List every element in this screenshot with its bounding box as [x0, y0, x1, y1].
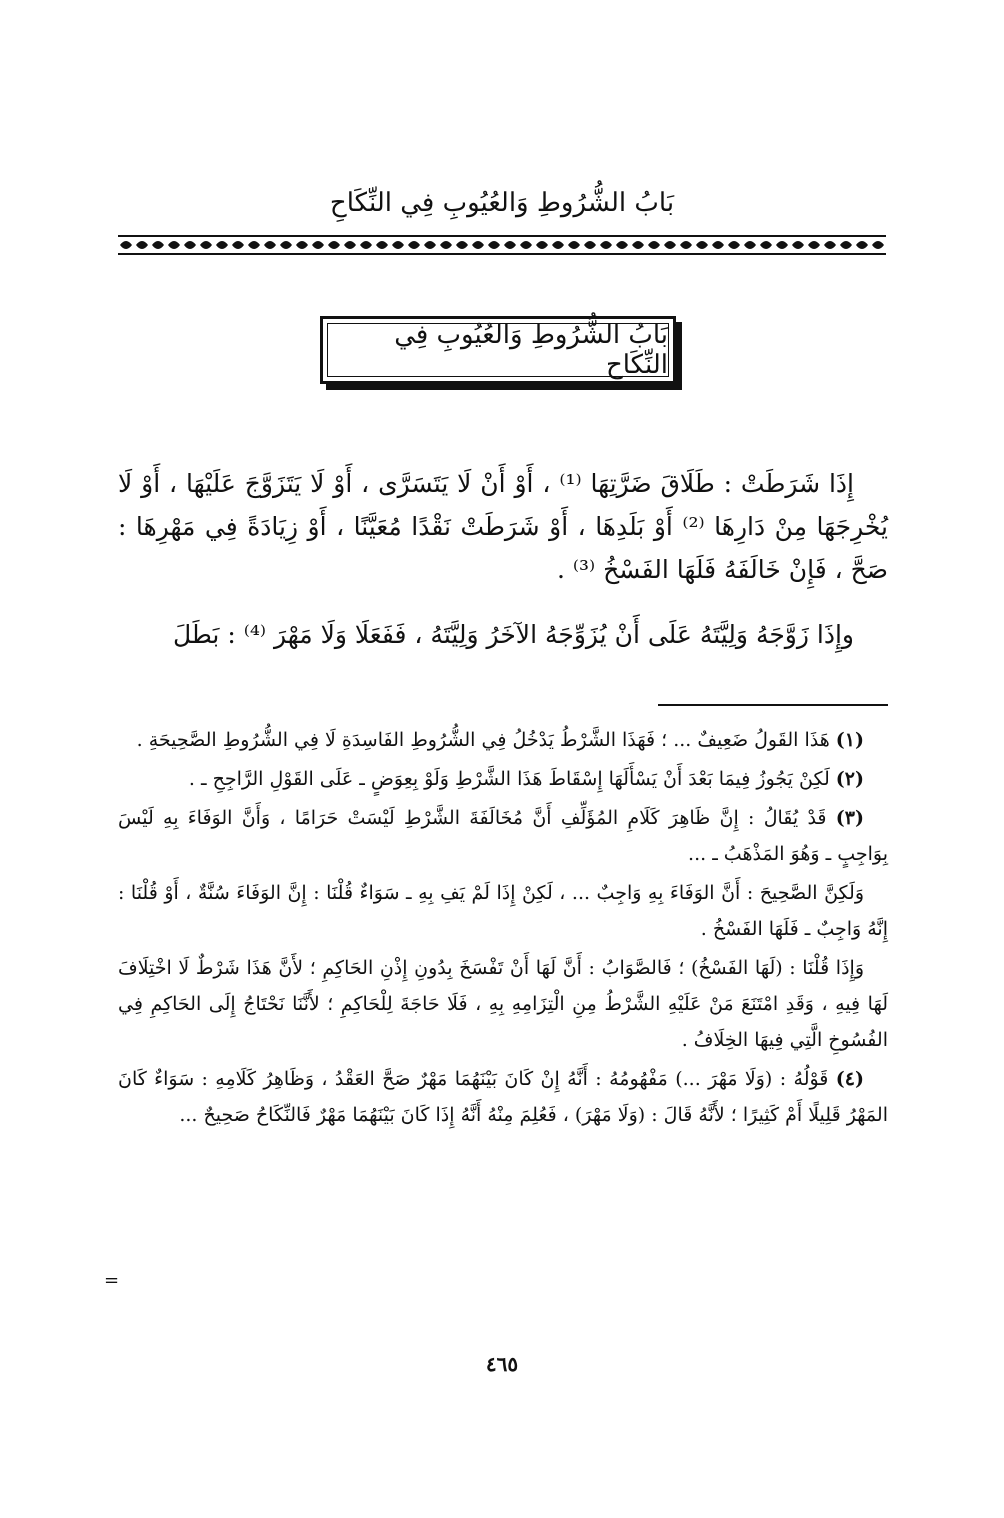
continuation-mark: = — [104, 1270, 120, 1291]
footnote-text: لَكِنْ يَجُوزُ فِيمَا بَعْدَ أَنْ يَسْأَلَهَا إِسْقَاطَ هَذَا الشَّرْطِ وَلَوْ بِعِوَضٍ ـ عَلَى القَوْلِ الرَّاجِحِ ـ . — [188, 768, 830, 790]
ornament-motif — [360, 241, 372, 249]
main-paragraph: وإِذَا زَوَّجَهُ وَلِيَّتَهُ عَلَى أَنْ يُزَوِّجَهُ الآخَرُ وَلِيَّتَهُ ، فَفَعَلَا وَلَا مَهْرَ ⁽⁴⁾ : بَطَلَ — [172, 620, 854, 649]
ornament-band — [118, 234, 886, 256]
ornament-motif — [792, 241, 804, 249]
ornament-motif — [680, 241, 692, 249]
ornament-motif — [392, 241, 404, 249]
ornament-motif — [760, 241, 772, 249]
ornament-motif — [344, 241, 356, 249]
ornament-motif — [120, 241, 132, 249]
footnote-number: (٢) — [835, 768, 864, 790]
ornament-motif — [440, 241, 452, 249]
ornament-motif — [184, 241, 196, 249]
footnote — [118, 722, 888, 758]
ornament-motif — [744, 241, 756, 249]
footnote — [118, 761, 888, 797]
footnote-number: (٣) — [835, 807, 865, 829]
ornament-motif — [296, 241, 308, 249]
ornament-motif — [632, 241, 644, 249]
ornament-motif — [856, 241, 868, 249]
ornament-motif — [152, 241, 164, 249]
ornament-motif — [504, 241, 516, 249]
footnote-text: قَدْ يُقَالُ : إِنَّ ظَاهِرَ كَلَامِ المُؤَلِّفِ أَنَّ مُخَالَفَةَ الشَّرْطِ لَيْسَتْ حَرَامًا ، وَأَنَّ الوَفَاءَ بِهِ لَيْسَ بِوَاجِبٍ ـ وَهُوَ المَذْهَبُ ـ ... — [118, 807, 888, 865]
ornament-motif — [584, 241, 596, 249]
footnote-text: قَوْلُهُ : (وَلَا مَهْرَ ...) مَفْهُومُهُ : أَنَّهُ إِنْ كَانَ بَيْنَهُمَا مَهْرٌ صَحَّ العَقْدُ ، وَظَاهِرُ كَلَامِهِ : سَوَاءٌ كَانَ المَهْرُ قَلِيلًا أَمْ كَثِيرًا ؛ لأَنَّهُ قَالَ : (وَلَا مَهْرَ) ، فَعُلِمَ مِنْهُ أَنَّهُ إِذَا كَانَ بَيْنَهُمَا مَهْرٌ فَالنِّكَاحُ صَحِيحٌ ... — [118, 1068, 888, 1126]
page-number: ٤٦٥ — [485, 1352, 519, 1376]
ornament-motif — [424, 241, 436, 249]
footnote-number: (٤) — [835, 1068, 864, 1090]
ornament-motif — [264, 241, 276, 249]
ornament-motif — [776, 241, 788, 249]
ornament-motif — [200, 241, 212, 249]
ornament-motif — [840, 241, 852, 249]
ornament-motif — [456, 241, 468, 249]
ornament-motif — [488, 241, 500, 249]
ornament-motif — [600, 241, 612, 249]
running-header: بَابُ الشُّرُوطِ وَالعُيُوبِ فِي النِّكَاحِ — [329, 188, 675, 218]
footnote-text: وَلَكِنَّ الصَّحِيحَ : أَنَّ الوَفَاءَ بِهِ وَاجِبٌ ... ، لَكِنْ إِذَا لَمْ يَفِ بِهِ ـ سَوَاءٌ قُلْنَا : إِنَّ الوَفَاءَ سُنَّةٌ ، أَوْ قُلْنَا : إِنَّهُ وَاجِبٌ ـ فَلَهَا الفَسْخُ . — [118, 882, 888, 940]
footnote-text: هَذَا القَولُ ضَعِيفٌ ... ؛ فَهَذَا الشَّرْطُ يَدْخُلُ فِي الشُّرُوطِ الفَاسِدَةِ لَا فِي الشُّرُوطِ الصَّحِيحَةِ . — [136, 729, 830, 751]
ornament-motif — [872, 241, 884, 249]
ornament-motif — [216, 241, 228, 249]
ornament-motif — [328, 241, 340, 249]
ornament-motif — [520, 241, 532, 249]
footnote-text: وَإِذَا قُلْنَا : (لَهَا الفَسْخُ) ؛ فَالصَّوَابُ : أَنَّ لَهَا أَنْ تَفْسَخَ بِدُونِ إِذْنِ الحَاكِمِ ؛ لأَنَّ هَذَا شَرْطٌ لَا اخْتِلَافَ لَهَا فِيهِ ، وَقَدِ امْتَنَعَ مَنْ عَلَيْهِ الشَّرْطُ مِنِ الْتِزَامِهِ بِهِ ، فَلَا حَاجَةَ لِلْحَاكِمِ ؛ لأَنَّنَا نَحْتَاجُ إِلَى الحَاكِمِ فِي الفُسُوخِ الَّتِي فِيهَا الخِلَافُ . — [118, 957, 888, 1051]
ornament-motif — [568, 241, 580, 249]
ornament-motif — [616, 241, 628, 249]
ornament-motif — [712, 241, 724, 249]
main-paragraph: إِذَا شَرَطَتْ : طَلَاقَ ضَرَّتِهَا ⁽¹⁾ ، أَوْ أَنْ لَا يَتَسَرَّى ، أَوْ لَا يَتَزَوَّجَ عَلَيْهَا ، أَوْ لَا يُخْرِجَهَا مِنْ دَارِهَا ⁽²⁾ أَوْ بَلَدِهَا ، أَوْ شَرَطَتْ نَقْدًا مُعَيَّنًا ، أَوْ زِيَادَةً فِي مَهْرِهَا : صَحَّ ، فَإِنْ خَالَفَهُ فَلَهَا الفَسْخُ ⁽³⁾ . — [118, 469, 889, 584]
footnote-divider — [658, 704, 888, 706]
footnote-number: (١) — [835, 729, 864, 751]
ornament-motif — [376, 241, 388, 249]
ornament-motif — [136, 241, 148, 249]
footnote — [118, 950, 888, 1058]
footnotes — [118, 722, 888, 1136]
ornament-motif — [168, 241, 180, 249]
ornament-motif — [808, 241, 820, 249]
ornament-motif — [248, 241, 260, 249]
footnote — [118, 1061, 888, 1133]
ornament-motif — [408, 241, 420, 249]
ornament-motif — [312, 241, 324, 249]
ornament-motif — [552, 241, 564, 249]
footnote — [118, 875, 888, 947]
ornament-motif — [472, 241, 484, 249]
footnote — [118, 800, 888, 872]
ornament-motif — [232, 241, 244, 249]
ornament-motif — [696, 241, 708, 249]
ornament-motif — [280, 241, 292, 249]
main-text — [118, 462, 888, 656]
ornament-motif — [664, 241, 676, 249]
chapter-title: بَابُ الشُّرُوطِ وَالعُيُوبِ فِي النِّكَاحِ — [394, 320, 668, 380]
ornament-motif — [728, 241, 740, 249]
chapter-title-box — [320, 316, 676, 384]
ornament-motif — [536, 241, 548, 249]
ornament-motif — [824, 241, 836, 249]
ornament-motif — [648, 241, 660, 249]
